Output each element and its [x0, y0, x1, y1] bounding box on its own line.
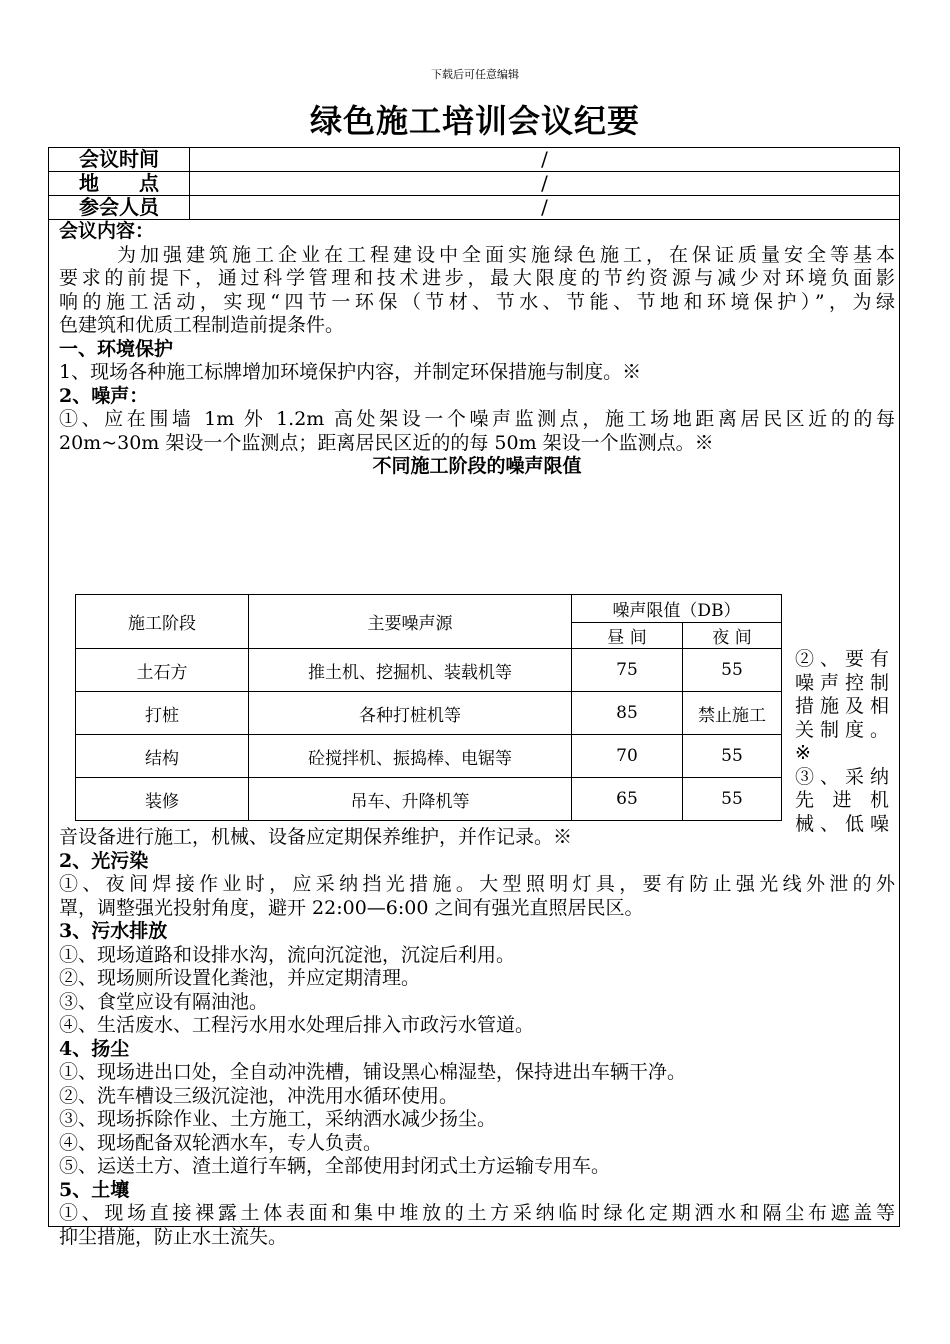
side-note [795, 648, 889, 836]
cell-night: 55 [683, 778, 782, 821]
meta-row-attendees [49, 196, 899, 220]
noise-line: 20m~30m 架设一个监测点；距离居民区近的的每 50m 架设一个监测点。※ [59, 431, 714, 454]
light-line: ①、夜间焊接作业时，应采纳挡光措施。大型照明灯具，要有防止强光线外泄的外 [59, 873, 895, 895]
section-title-noise: 2、噪声： [59, 384, 149, 407]
cell-night: 55 [683, 649, 782, 692]
soil-line: ①、现场直接裸露土体表面和集中堆放的土方采纳临时绿化定期洒水和隔尘布遮盖等 [59, 1202, 895, 1224]
meta-value-attendees: / [541, 195, 548, 219]
light-line: 罩，调整强光投射角度，避开 22:00—6:00 之间有强光直照居民区。 [59, 896, 644, 919]
intro-line: 要求的前提下，通过科学管理和技术进步，最大限度的节约资源与减少对环境负面影 [59, 267, 895, 289]
remaining-content [59, 826, 895, 1249]
meta-label-time: 会议时间 [49, 148, 190, 171]
water-line: ①、现场道路和设排水沟，流向沉淀池，沉淀后利用。 [59, 943, 516, 966]
noise-limit-table [75, 594, 782, 821]
meta-value-location: / [541, 171, 548, 195]
meeting-content [59, 220, 895, 479]
header-night: 夜 间 [683, 623, 782, 649]
header-day: 昼 间 [572, 623, 683, 649]
meta-row-location [49, 172, 899, 196]
cell-stage: 土石方 [76, 649, 249, 692]
header-stage: 施工阶段 [76, 595, 249, 649]
dust-line: ①、现场进出口处，全自动冲洗槽，铺设黑心棉湿垫，保持进出车辆干净。 [59, 1061, 687, 1083]
cell-source: 砼搅拌机、振捣棒、电锯等 [249, 735, 572, 778]
meta-label-location: 地 点 [49, 172, 190, 195]
meta-value-time: / [541, 147, 548, 171]
side-line: 措施及相 [795, 695, 889, 717]
intro-line: 为加强建筑施工企业在工程建设中全面实施绿色施工，在保证质量安全等基本 [117, 243, 895, 266]
minutes-form [48, 147, 900, 1248]
table-row [76, 649, 782, 692]
cell-source: 各种打桩机等 [249, 692, 572, 735]
side-line: ※ [795, 742, 811, 764]
section-title-water: 3、污水排放 [59, 920, 168, 942]
soil-line: 抑尘措施，防止水土流失。 [59, 1225, 288, 1248]
cell-stage: 结构 [76, 735, 249, 778]
dust-line: ④、现场配备双轮洒水车，专人负责。 [59, 1131, 383, 1154]
table-row [76, 778, 782, 821]
side-line: ③、采纳 [795, 765, 889, 788]
dust-line: ②、洗车槽设三级沉淀池，冲洗用水循环使用。 [59, 1084, 459, 1107]
header-source: 主要噪声源 [249, 595, 572, 649]
section-title-light: 2、光污染 [59, 849, 149, 872]
header-limit: 噪声限值（DB） [572, 595, 782, 623]
side-line: ②、要有 [795, 648, 889, 670]
cell-stage: 装修 [76, 778, 249, 821]
cell-day: 85 [572, 692, 683, 735]
intro-line: 响的施工活动，实现“四节一环保（节材、节水、节能、节地和环境保护）”，为绿 [59, 290, 895, 313]
water-line: ④、生活废水、工程污水用水处理后排入市政污水管道。 [59, 1014, 535, 1036]
side-line: 先 进 机 [795, 789, 889, 811]
water-line: ③、食堂应设有隔油池。 [59, 990, 269, 1013]
cell-source: 吊车、升降机等 [249, 778, 572, 821]
table-row [76, 735, 782, 778]
cell-day: 65 [572, 778, 683, 821]
cell-night: 55 [683, 735, 782, 778]
cell-day: 75 [572, 649, 683, 692]
content-heading: 会议内容： [59, 220, 155, 242]
noise-table-title: 不同施工阶段的噪声限值 [372, 455, 582, 477]
header-note: 下载后可任意编辑 [431, 68, 519, 81]
side-line: 关制度。 [795, 718, 889, 741]
cell-source: 推土机、挖掘机、装载机等 [249, 649, 572, 692]
side-line: 噪声控制 [795, 671, 889, 694]
document-title: 绿色施工培训会议纪要 [309, 102, 640, 140]
dust-line: ⑤、运送土方、渣土道行车辆，全部使用封闭式土方运输专用车。 [59, 1155, 611, 1177]
water-line: ②、现场厕所设置化粪池，并应定期清理。 [59, 967, 421, 989]
section-title-dust: 4、扬尘 [59, 1037, 130, 1060]
section-title-soil: 5、土壤 [59, 1178, 130, 1201]
intro-line: 色建筑和优质工程制造前提条件。 [59, 314, 345, 336]
table-row [76, 692, 782, 735]
noise-line: ①、应在围墙 1m 外 1.2m 高处架设一个噪声监测点，施工场地距离居民区近的的每 [59, 408, 895, 430]
side-line: 械、低噪 [795, 812, 889, 835]
cell-stage: 打桩 [76, 692, 249, 735]
section-title-environment: 一、环境保护 [59, 337, 174, 360]
cell-night: 禁止施工 [683, 692, 782, 735]
dust-line: ③、现场拆除作业、土方施工，采纳洒水减少扬尘。 [59, 1108, 497, 1130]
meta-label-attendees: 参会人员 [49, 196, 190, 219]
cell-day: 70 [572, 735, 683, 778]
noise-continue: 音设备进行施工，机械、设备应定期保养维护，并作记录。※ [59, 826, 573, 848]
section-item: 1、现场各种施工标牌增加环境保护内容，并制定环保措施与制度。※ [59, 361, 642, 383]
meta-row-time [49, 148, 899, 172]
